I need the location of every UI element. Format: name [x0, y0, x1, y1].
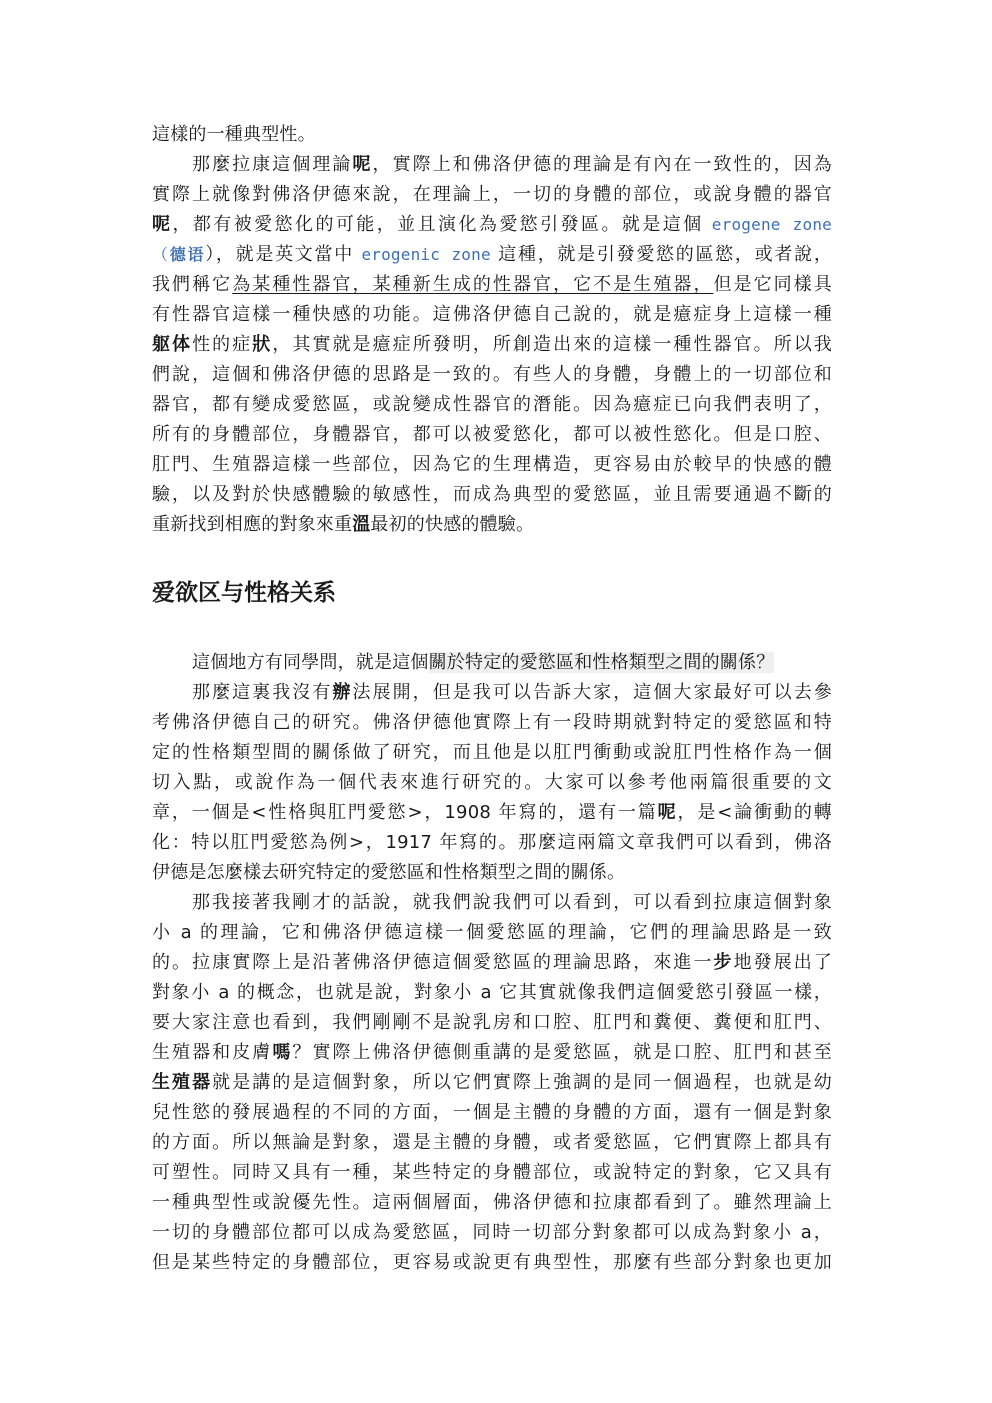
text-line	[152, 513, 832, 537]
text-line	[152, 483, 832, 507]
text-line	[152, 1131, 832, 1155]
text-span: 性的症	[192, 334, 253, 355]
text-span: 那麼拉康這個理論	[192, 154, 353, 175]
text-span: 我們稱它	[152, 274, 233, 295]
text-line	[152, 123, 832, 147]
text-span: 實際上就像對佛洛伊德來說，在理論上，一切的身體的部位，或說身體的器官	[152, 184, 832, 205]
text-line	[152, 333, 832, 357]
text-span: 可塑性。同時又具有一種，某些特定的身體部位，或說特定的對象，它又具有	[152, 1162, 832, 1183]
text-line	[152, 771, 832, 795]
text-line	[192, 651, 832, 675]
text-span: 那我接著我剛才的話說，就我們說我們可以看到，可以看到拉康這個對象	[192, 892, 832, 913]
text-span: 地發展出了	[733, 952, 832, 973]
text-line	[152, 1011, 832, 1035]
text-line	[152, 183, 832, 207]
text-line	[152, 1071, 832, 1095]
text-line	[152, 453, 832, 477]
text-span: ），就是英文當中	[205, 244, 354, 265]
text-line	[192, 681, 832, 705]
text-line	[192, 891, 832, 915]
text-line	[152, 1161, 832, 1185]
text-span: 們說，這個和佛洛伊德的思路是一致的。有些人的身體，身體上的一切部位和	[152, 364, 832, 385]
bold-text: 狀	[252, 334, 273, 355]
text-span: 章，一個是<性格與肛門愛慾>，1908 年寫的，還有一篇	[152, 802, 658, 823]
english-term: （	[152, 245, 170, 264]
text-span: 切入點，或說作為一個代表來進行研究的。大家可以參考他兩篇很重要的文	[152, 772, 832, 793]
text-span: 這種，就是引發愛慾的區慾，或者說，	[498, 244, 833, 265]
text-span: 的。拉康實際上是沿著佛洛伊德這個愛慾區的理論思路，來進一	[152, 952, 714, 973]
text-line	[152, 921, 832, 945]
bold-text: 呢	[352, 154, 373, 175]
text-span: ，都有被愛慾化的可能，並且演化為愛慾引發區。就是這個	[172, 214, 704, 235]
text-span: 這個地方有同學問，就是這個	[192, 652, 429, 673]
text-span: 的方面。所以無論是對象，還是主體的身體，或者愛慾區，它們實際上都具有	[152, 1132, 832, 1153]
text-line	[152, 363, 832, 387]
text-line	[152, 393, 832, 417]
text-line	[152, 1101, 832, 1125]
english-term: 德语	[169, 245, 206, 264]
bold-text: 嗎	[272, 1042, 293, 1063]
text-span: 兒性慾的發展過程的不同的方面，一個是主體的身體的方面，還有一個是對象	[152, 1102, 832, 1123]
text-span: 器官，都有變成愛慾區，或說變成性器官的潛能。因為癔症已向我們表明了，	[152, 394, 832, 415]
text-line	[152, 243, 832, 267]
text-span: ，其實就是癔症所發明，所創造出來的這樣一種性器官。所以我	[272, 334, 832, 355]
highlighted-text: 關於特定的愛慾區和性格類型之間的關係？	[428, 652, 775, 673]
text-line	[152, 1191, 832, 1215]
bold-text: 躯体	[152, 334, 193, 355]
text-span: ，是<論衝動的轉	[677, 802, 832, 823]
text-line	[152, 213, 832, 237]
text-line	[152, 861, 832, 885]
text-line	[152, 741, 832, 765]
text-span: 小 a 的理論，它和佛洛伊德這樣一個愛慾區的理論，它們的理論思路是一致	[152, 922, 832, 943]
text-span: ？實際上佛洛伊德側重講的是愛慾區，就是口腔、肛門和甚至	[292, 1042, 832, 1063]
text-span: 化：特以肛門愛慾為例>，1917 年寫的。那麼這兩篇文章我們可以看到，佛洛	[152, 832, 832, 853]
text-span: 驗，以及對於快感體驗的敏感性，而成為典型的愛慾區，並且需要通過不斷的	[152, 484, 832, 505]
bold-text: 辦	[332, 682, 353, 703]
bold-text: 呢	[657, 802, 678, 823]
text-span: 一種典型性或說優先性。這兩個層面，佛洛伊德和拉康都看到了。雖然理論上	[152, 1192, 832, 1213]
text-span: 考佛洛伊德自己的研究。佛洛伊德他實際上有一段時期就對特定的愛慾區和特	[152, 712, 832, 733]
text-span: 對象小 a 的概念，也就是說，對象小 a 它其實就像我們這個愛慾引發區一樣，	[152, 982, 832, 1003]
text-span: 肛門、生殖器這樣一些部位，因為它的生理構造，更容易由於較早的快感的體	[152, 454, 832, 475]
text-span: 一切的身體部位都可以成為愛慾區，同時一切部分對象都可以成為對象小 a，	[152, 1222, 832, 1243]
bold-text: 溫	[352, 514, 371, 535]
text-span: 要大家注意也看到，我們剛剛不是說乳房和口腔、肛門和糞便、糞便和肛門、	[152, 1012, 832, 1033]
text-span: 所有的身體部位，身體器官，都可以被愛慾化，都可以被性慾化。但是口腔、	[152, 424, 832, 445]
text-line	[152, 1221, 832, 1245]
text-span: 最初的快感的體驗。	[370, 514, 535, 535]
text-line	[152, 1251, 832, 1275]
text-line	[152, 711, 832, 735]
text-span: 這樣的一種典型性。	[152, 124, 316, 145]
text-line	[152, 273, 832, 297]
text-line	[152, 801, 832, 825]
text-span: 那麼這裏我沒有	[192, 682, 333, 703]
text-span: 定的性格類型間的關係做了研究，而且他是以肛門衝動或說肛門性格作為一個	[152, 742, 832, 763]
text-line	[152, 951, 832, 975]
text-span: ，實際上和佛洛伊德的理論是有內在一致性的，因為	[372, 154, 832, 175]
bold-text: 生殖器	[152, 1072, 213, 1093]
text-span: 但是某些特定的身體部位，更容易或說更有典型性，那麼有些部分對象也更加	[152, 1252, 832, 1273]
text-span: 就是講的是這個對象，所以它們實際上強調的是同一個過程，也就是幼	[212, 1072, 832, 1093]
text-span: 有性器官這樣一種快感的功能。這佛洛伊德自己說的，就是癔症身上這樣一種	[152, 304, 832, 325]
text-line	[152, 831, 832, 855]
underlined-text: 為某種性器官，某種新生成的性器官，它不是生殖器，	[232, 274, 714, 295]
bold-text: 步	[713, 952, 734, 973]
text-line	[152, 423, 832, 447]
section-heading: 爱欲区与性格关系	[152, 580, 336, 606]
english-term: erogenic zone	[361, 245, 491, 264]
text-span: 但是它同樣具	[713, 274, 832, 295]
text-line	[152, 1041, 832, 1065]
text-span: 法展開，但是我可以告訴大家，這個大家最好可以去參	[352, 682, 832, 703]
text-line	[152, 981, 832, 1005]
text-line	[152, 303, 832, 327]
text-line	[192, 153, 832, 177]
text-span: 伊德是怎麼樣去研究特定的愛慾區和性格類型之間的關係。	[152, 862, 626, 883]
text-span: 生殖器和皮膚	[152, 1042, 273, 1063]
text-span: 重新找到相應的對象來重	[152, 514, 353, 535]
english-term: erogene zone	[711, 215, 833, 234]
bold-text: 呢	[152, 214, 173, 235]
